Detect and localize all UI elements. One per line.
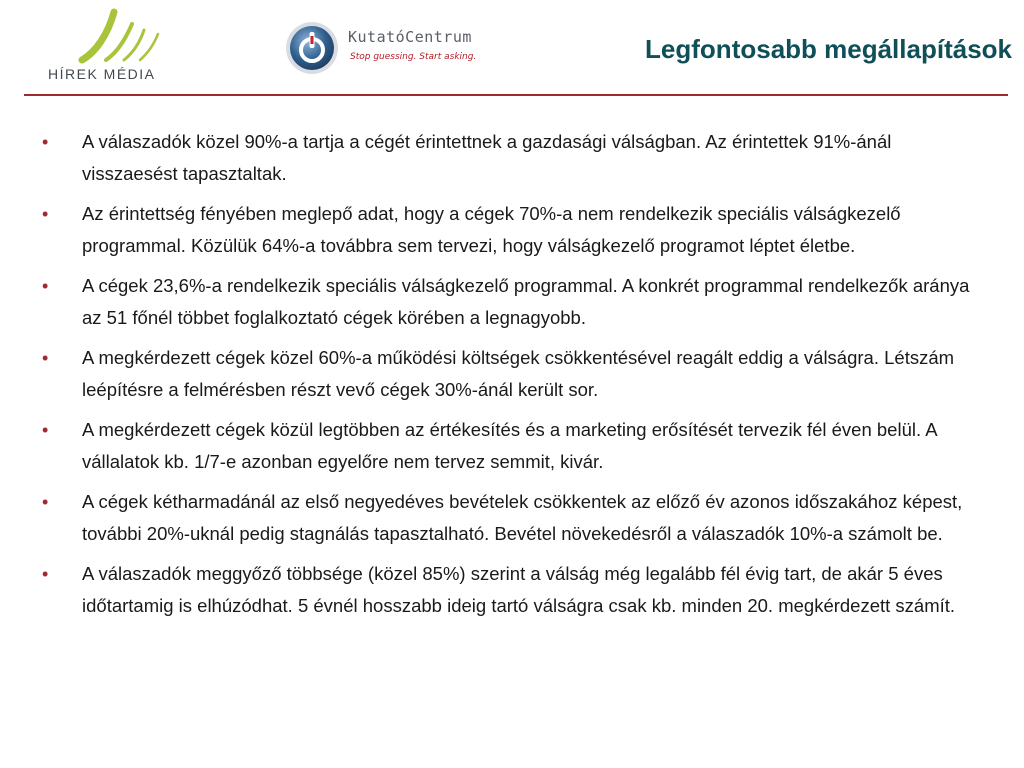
kutatocentrum-emblem-icon	[284, 20, 340, 76]
list-item	[42, 342, 982, 406]
bullet-icon: •	[42, 564, 49, 584]
list-item	[42, 558, 982, 622]
list-item	[42, 126, 982, 190]
findings-list	[42, 126, 982, 630]
page-title: Legfontosabb megállapítások	[645, 34, 1012, 64]
hirek-media-logo	[48, 8, 188, 84]
bullet-icon: •	[42, 420, 49, 440]
list-item	[42, 198, 982, 262]
hirek-media-waves-icon	[78, 8, 168, 64]
list-item-text: A cégek kétharmadánál az első negyedéves bevételek csökkentek az előző év azonos időszakához képest, további 20%-uknál pedig stagnálás tapasztalható. Bevétel növekedésről a válaszadók 10%-a számolt be.	[82, 491, 963, 544]
list-item-text: A megkérdezett cégek közül legtöbben az értékesítés és a marketing erősítését tervezik fél éven belül. A vállalatok kb. 1/7-e azonban egyelőre nem tervez semmit, kivár.	[82, 419, 937, 472]
list-item	[42, 486, 982, 550]
list-item-text: A válaszadók közel 90%-a tartja a cégét érintettnek a gazdasági válságban. Az érintettek 91%-ánál visszaesést tapasztaltak.	[82, 131, 892, 184]
kutatocentrum-tagline: Stop guessing. Start asking.	[350, 52, 477, 62]
kutatocentrum-logo	[284, 20, 504, 78]
list-item-text: A válaszadók meggyőző többsége (közel 85%) szerint a válság még legalább fél évig tart, de akár 5 éves időtartamig is elhúzódhat. 5 évnél hosszabb ideig tartó válságra csak kb. minden 20. megkérdezett számít.	[82, 563, 956, 616]
bullet-icon: •	[42, 348, 49, 368]
bullet-icon: •	[42, 132, 49, 152]
hirek-media-logo-text: HÍREK MÉDIA	[48, 66, 156, 82]
list-item	[42, 414, 982, 478]
list-item	[42, 270, 982, 334]
header-divider	[24, 94, 1008, 96]
bullet-icon: •	[42, 492, 49, 512]
list-item-text: A cégek 23,6%-a rendelkezik speciális válságkezelő programmal. A konkrét programmal rendelkezők aránya az 51 főnél többet foglalkoztató cégek körében a legnagyobb.	[82, 275, 970, 328]
bullet-icon: •	[42, 204, 49, 224]
list-item-text: A megkérdezett cégek közel 60%-a működési költségek csökkentésével reagált eddig a válságra. Létszám leépítésre a felmérésben részt vevő cégek 30%-ánál került sor.	[82, 347, 955, 400]
bullet-icon: •	[42, 276, 49, 296]
list-item-text: Az érintettség fényében meglepő adat, hogy a cégek 70%-a nem rendelkezik speciális válságkezelő programmal. Közülük 64%-a továbbra sem tervezi, hogy válságkezelő programot léptet életbe.	[82, 203, 901, 256]
kutatocentrum-name: KutatóCentrum	[348, 28, 472, 46]
